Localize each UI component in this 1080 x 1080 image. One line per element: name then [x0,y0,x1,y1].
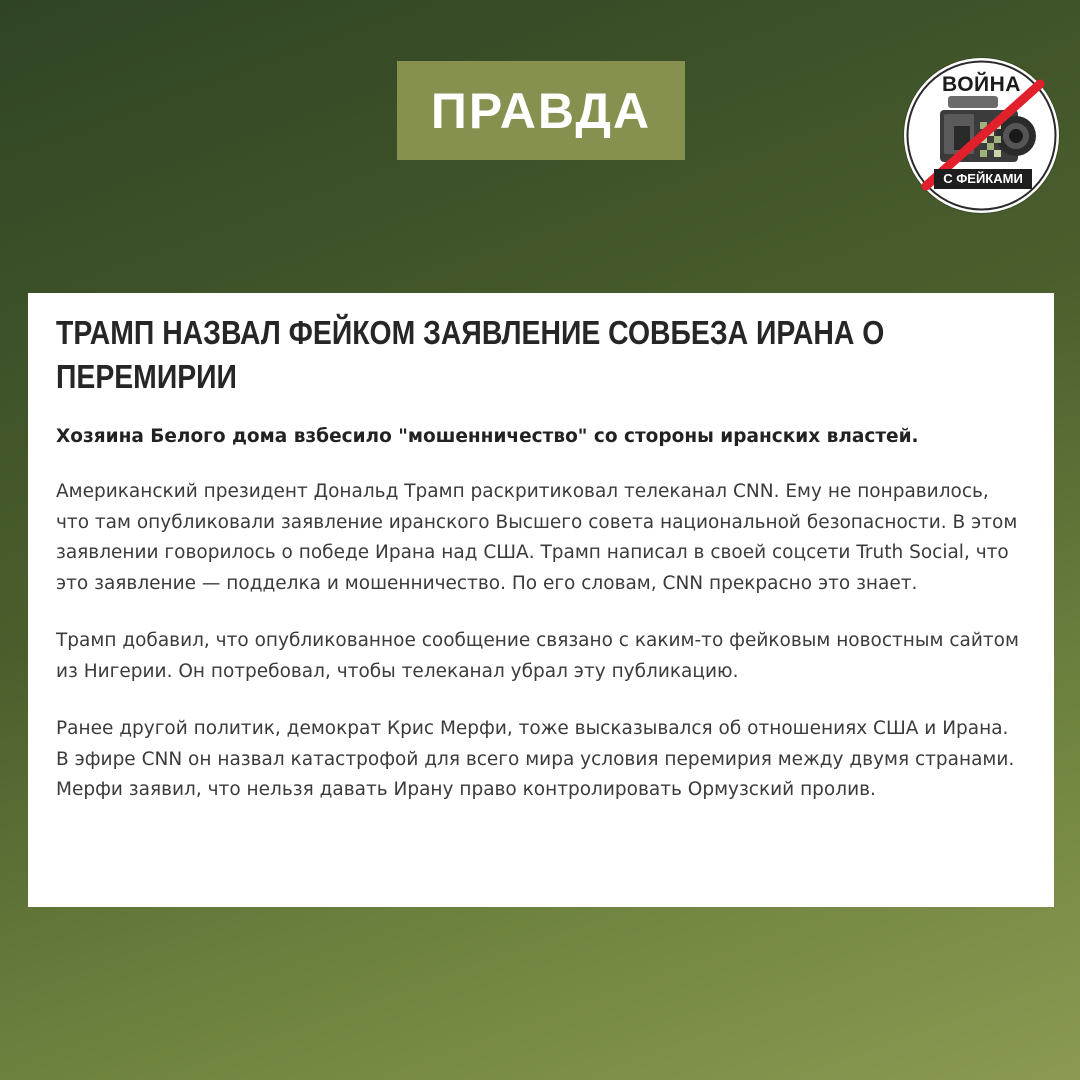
badge-top-text: ВОЙНА [942,73,1021,96]
article-paragraph: Трамп добавил, что опубликованное сообщение связано с каким-то фейковым новостным сайтом из Нигерии. Он потребовал, чтобы телеканал убрал эту публикацию. [56,630,1019,682]
article-lead: Хозяина Белого дома взбесило "мошенничество" со стороны иранских властей. [56,426,919,447]
article-card [28,293,1054,907]
verdict-label: ПРАВДА [397,61,685,160]
article-paragraph: Ранее другой политик, демократ Крис Мерфи, тоже высказывался об отношениях США и Ирана. В эфире CNN он назвал катастрофой для всего мира условия перемирия между двумя странами. Мерфи заявил, что нельзя давать Ирану право контролировать Ормузский пролив. [56,718,1015,800]
article-paragraph: Американский президент Дональд Трамп раскритиковал телеканал CNN. Ему не понравилось, что там опубликовали заявление иранского Высшего совета национальной безопасности. В этом заявлении говорилось о победе Ирана над США. Трамп написал в своей соцсети Truth Social, что это заявление — подделка и мошенничество. По его словам, CNN прекрасно это знает. [56,481,1018,594]
war-on-fakes-logo [904,58,1059,213]
badge-bottom-text: С ФЕЙКАМИ [934,169,1032,189]
article-headline: ТРАМП НАЗВАЛ ФЕЙКОМ ЗАЯВЛЕНИЕ СОВБЕЗА ИРАНА О ПЕРЕМИРИИ [56,314,885,395]
